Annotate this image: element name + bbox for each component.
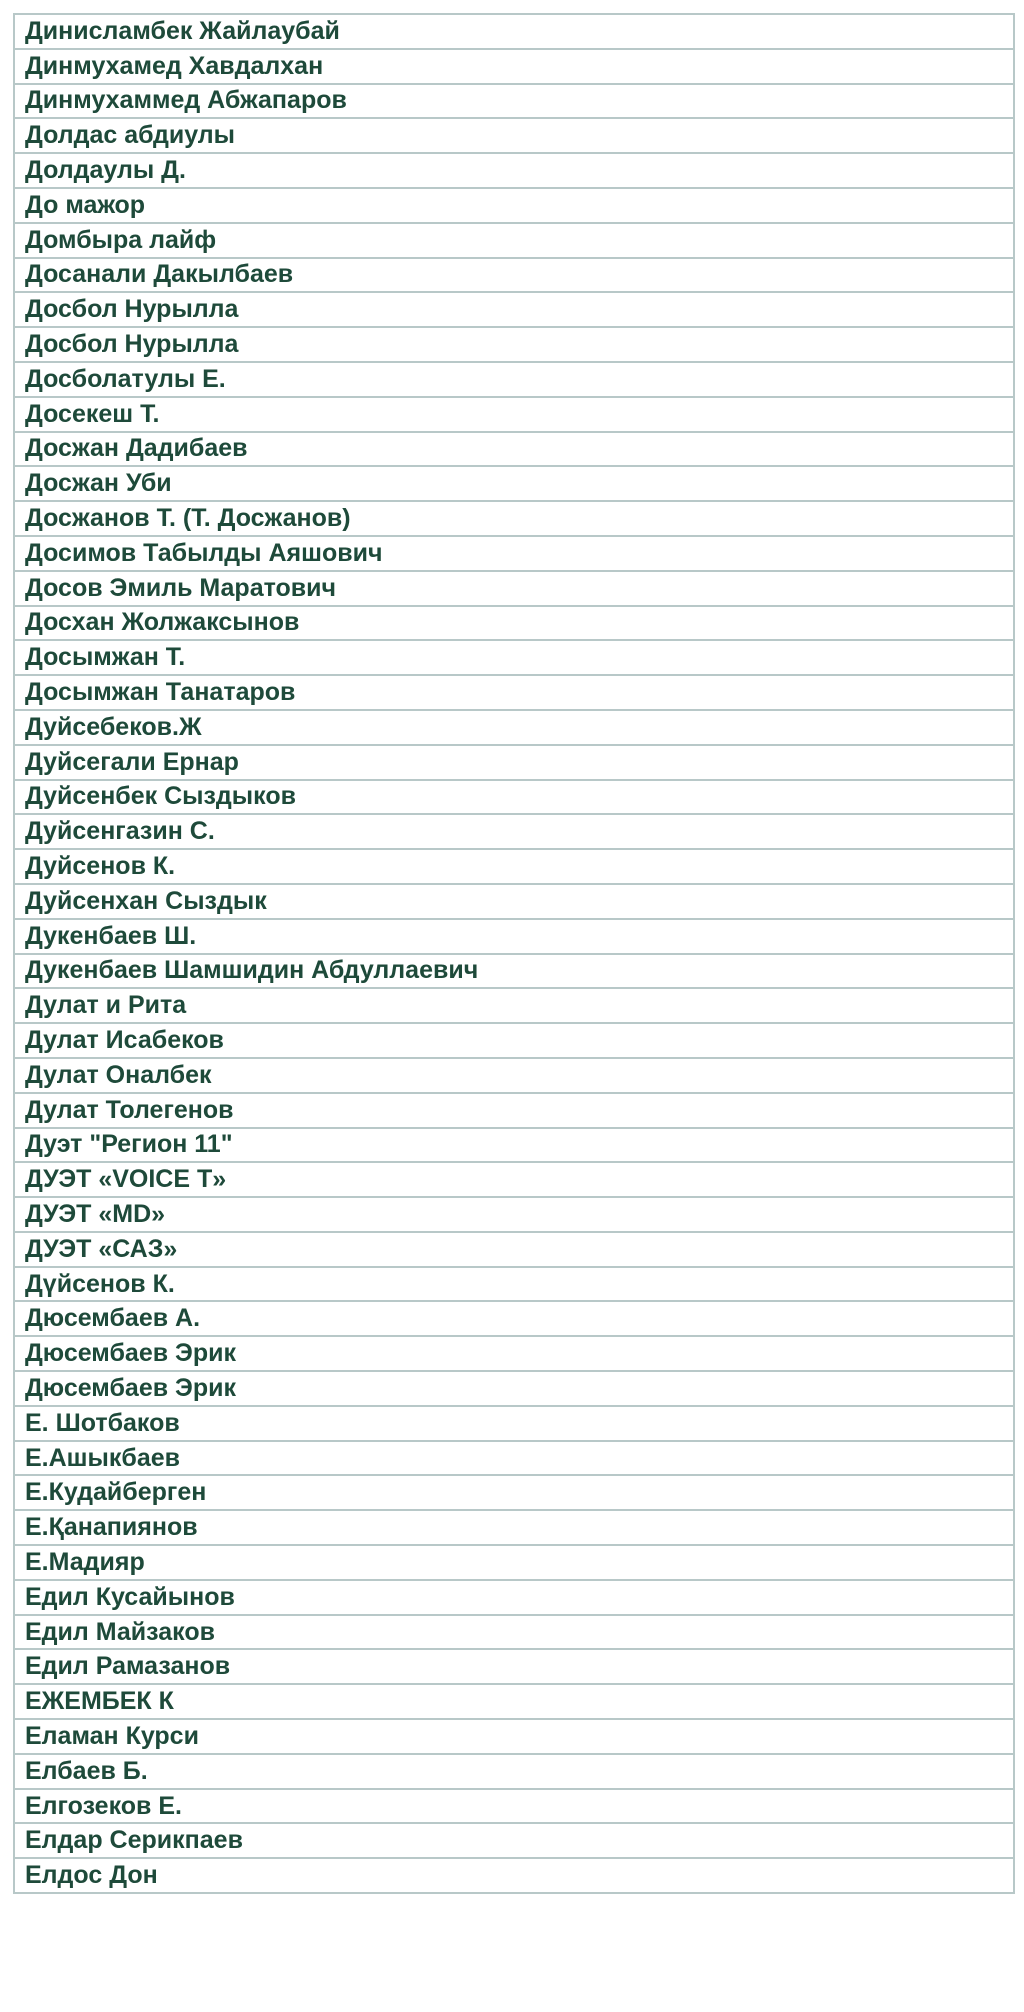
table-row: Дуйсебеков.Ж bbox=[15, 711, 1013, 746]
table-row: Еламан Курси bbox=[15, 1720, 1013, 1755]
table-row: Досхан Жолжаксынов bbox=[15, 607, 1013, 642]
table-row: Елгозеков Е. bbox=[15, 1790, 1013, 1825]
table-row: Досекеш Т. bbox=[15, 398, 1013, 433]
table-row: Досымжан Т. bbox=[15, 641, 1013, 676]
table-row: Долдаулы Д. bbox=[15, 154, 1013, 189]
table-row: Дюсембаев Эрик bbox=[15, 1372, 1013, 1407]
table-row: Е.Қанапиянов bbox=[15, 1511, 1013, 1546]
table-row: Досимов Табылды Аяшович bbox=[15, 537, 1013, 572]
table-row: Досбол Нурылла bbox=[15, 293, 1013, 328]
table-row: Домбыра лайф bbox=[15, 224, 1013, 259]
table-row: Е. Шотбаков bbox=[15, 1407, 1013, 1442]
table-row: Досжан Дадибаев bbox=[15, 433, 1013, 468]
table-row: Дулат и Рита bbox=[15, 989, 1013, 1024]
table-row: ЕЖЕМБЕК К bbox=[15, 1685, 1013, 1720]
table-row: Елдар Серикпаев bbox=[15, 1824, 1013, 1859]
table-row: Дуйсенов К. bbox=[15, 850, 1013, 885]
table-row: ДУЭТ «VOICE T» bbox=[15, 1163, 1013, 1198]
table-row: Е.Ашыкбаев bbox=[15, 1442, 1013, 1477]
table-row: Е.Мадияр bbox=[15, 1546, 1013, 1581]
table-row: Едил Кусайынов bbox=[15, 1581, 1013, 1616]
table-row: ДУЭТ «MD» bbox=[15, 1198, 1013, 1233]
table-row: Динисламбек Жайлаубай bbox=[15, 15, 1013, 50]
table-row: ДУЭТ «САЗ» bbox=[15, 1233, 1013, 1268]
table-row: Е.Кудайберген bbox=[15, 1476, 1013, 1511]
table-row: Едил Рамазанов bbox=[15, 1650, 1013, 1685]
table-row: Досбол Нурылла bbox=[15, 328, 1013, 363]
table-row: Дуйсенбек Сыздыков bbox=[15, 781, 1013, 816]
table-row: Дулат Исабеков bbox=[15, 1024, 1013, 1059]
table-row: Дукенбаев Шамшидин Абдуллаевич bbox=[15, 955, 1013, 990]
table-row: Досжанов Т. (Т. Досжанов) bbox=[15, 502, 1013, 537]
table-row: Досанали Дакылбаев bbox=[15, 259, 1013, 294]
table-row: Динмухамед Хавдалхан bbox=[15, 50, 1013, 85]
table-row: Долдас абдиулы bbox=[15, 119, 1013, 154]
table-row: Досов Эмиль Маратович bbox=[15, 572, 1013, 607]
name-list-table bbox=[13, 13, 1015, 1894]
table-row: Дуйсенгазин С. bbox=[15, 815, 1013, 850]
table-row: Дуйсегали Ернар bbox=[15, 746, 1013, 781]
table-row: Дүйсенов К. bbox=[15, 1268, 1013, 1303]
table-row: До мажор bbox=[15, 189, 1013, 224]
table-row: Едил Майзаков bbox=[15, 1616, 1013, 1651]
table-row: Дуйсенхан Сыздык bbox=[15, 885, 1013, 920]
table-row: Дюсембаев А. bbox=[15, 1302, 1013, 1337]
table-row: Дюсембаев Эрик bbox=[15, 1337, 1013, 1372]
table-row: Досжан Уби bbox=[15, 467, 1013, 502]
table-row: Досболатулы Е. bbox=[15, 363, 1013, 398]
table-row: Досымжан Танатаров bbox=[15, 676, 1013, 711]
table-row: Дукенбаев Ш. bbox=[15, 920, 1013, 955]
table-row: Дуэт "Регион 11" bbox=[15, 1129, 1013, 1164]
table-row: Елбаев Б. bbox=[15, 1755, 1013, 1790]
table-row: Дулат Оналбек bbox=[15, 1059, 1013, 1094]
table-row: Дулат Толегенов bbox=[15, 1094, 1013, 1129]
table-row: Динмухаммед Абжапаров bbox=[15, 85, 1013, 120]
table-row: Елдос Дон bbox=[15, 1859, 1013, 1894]
